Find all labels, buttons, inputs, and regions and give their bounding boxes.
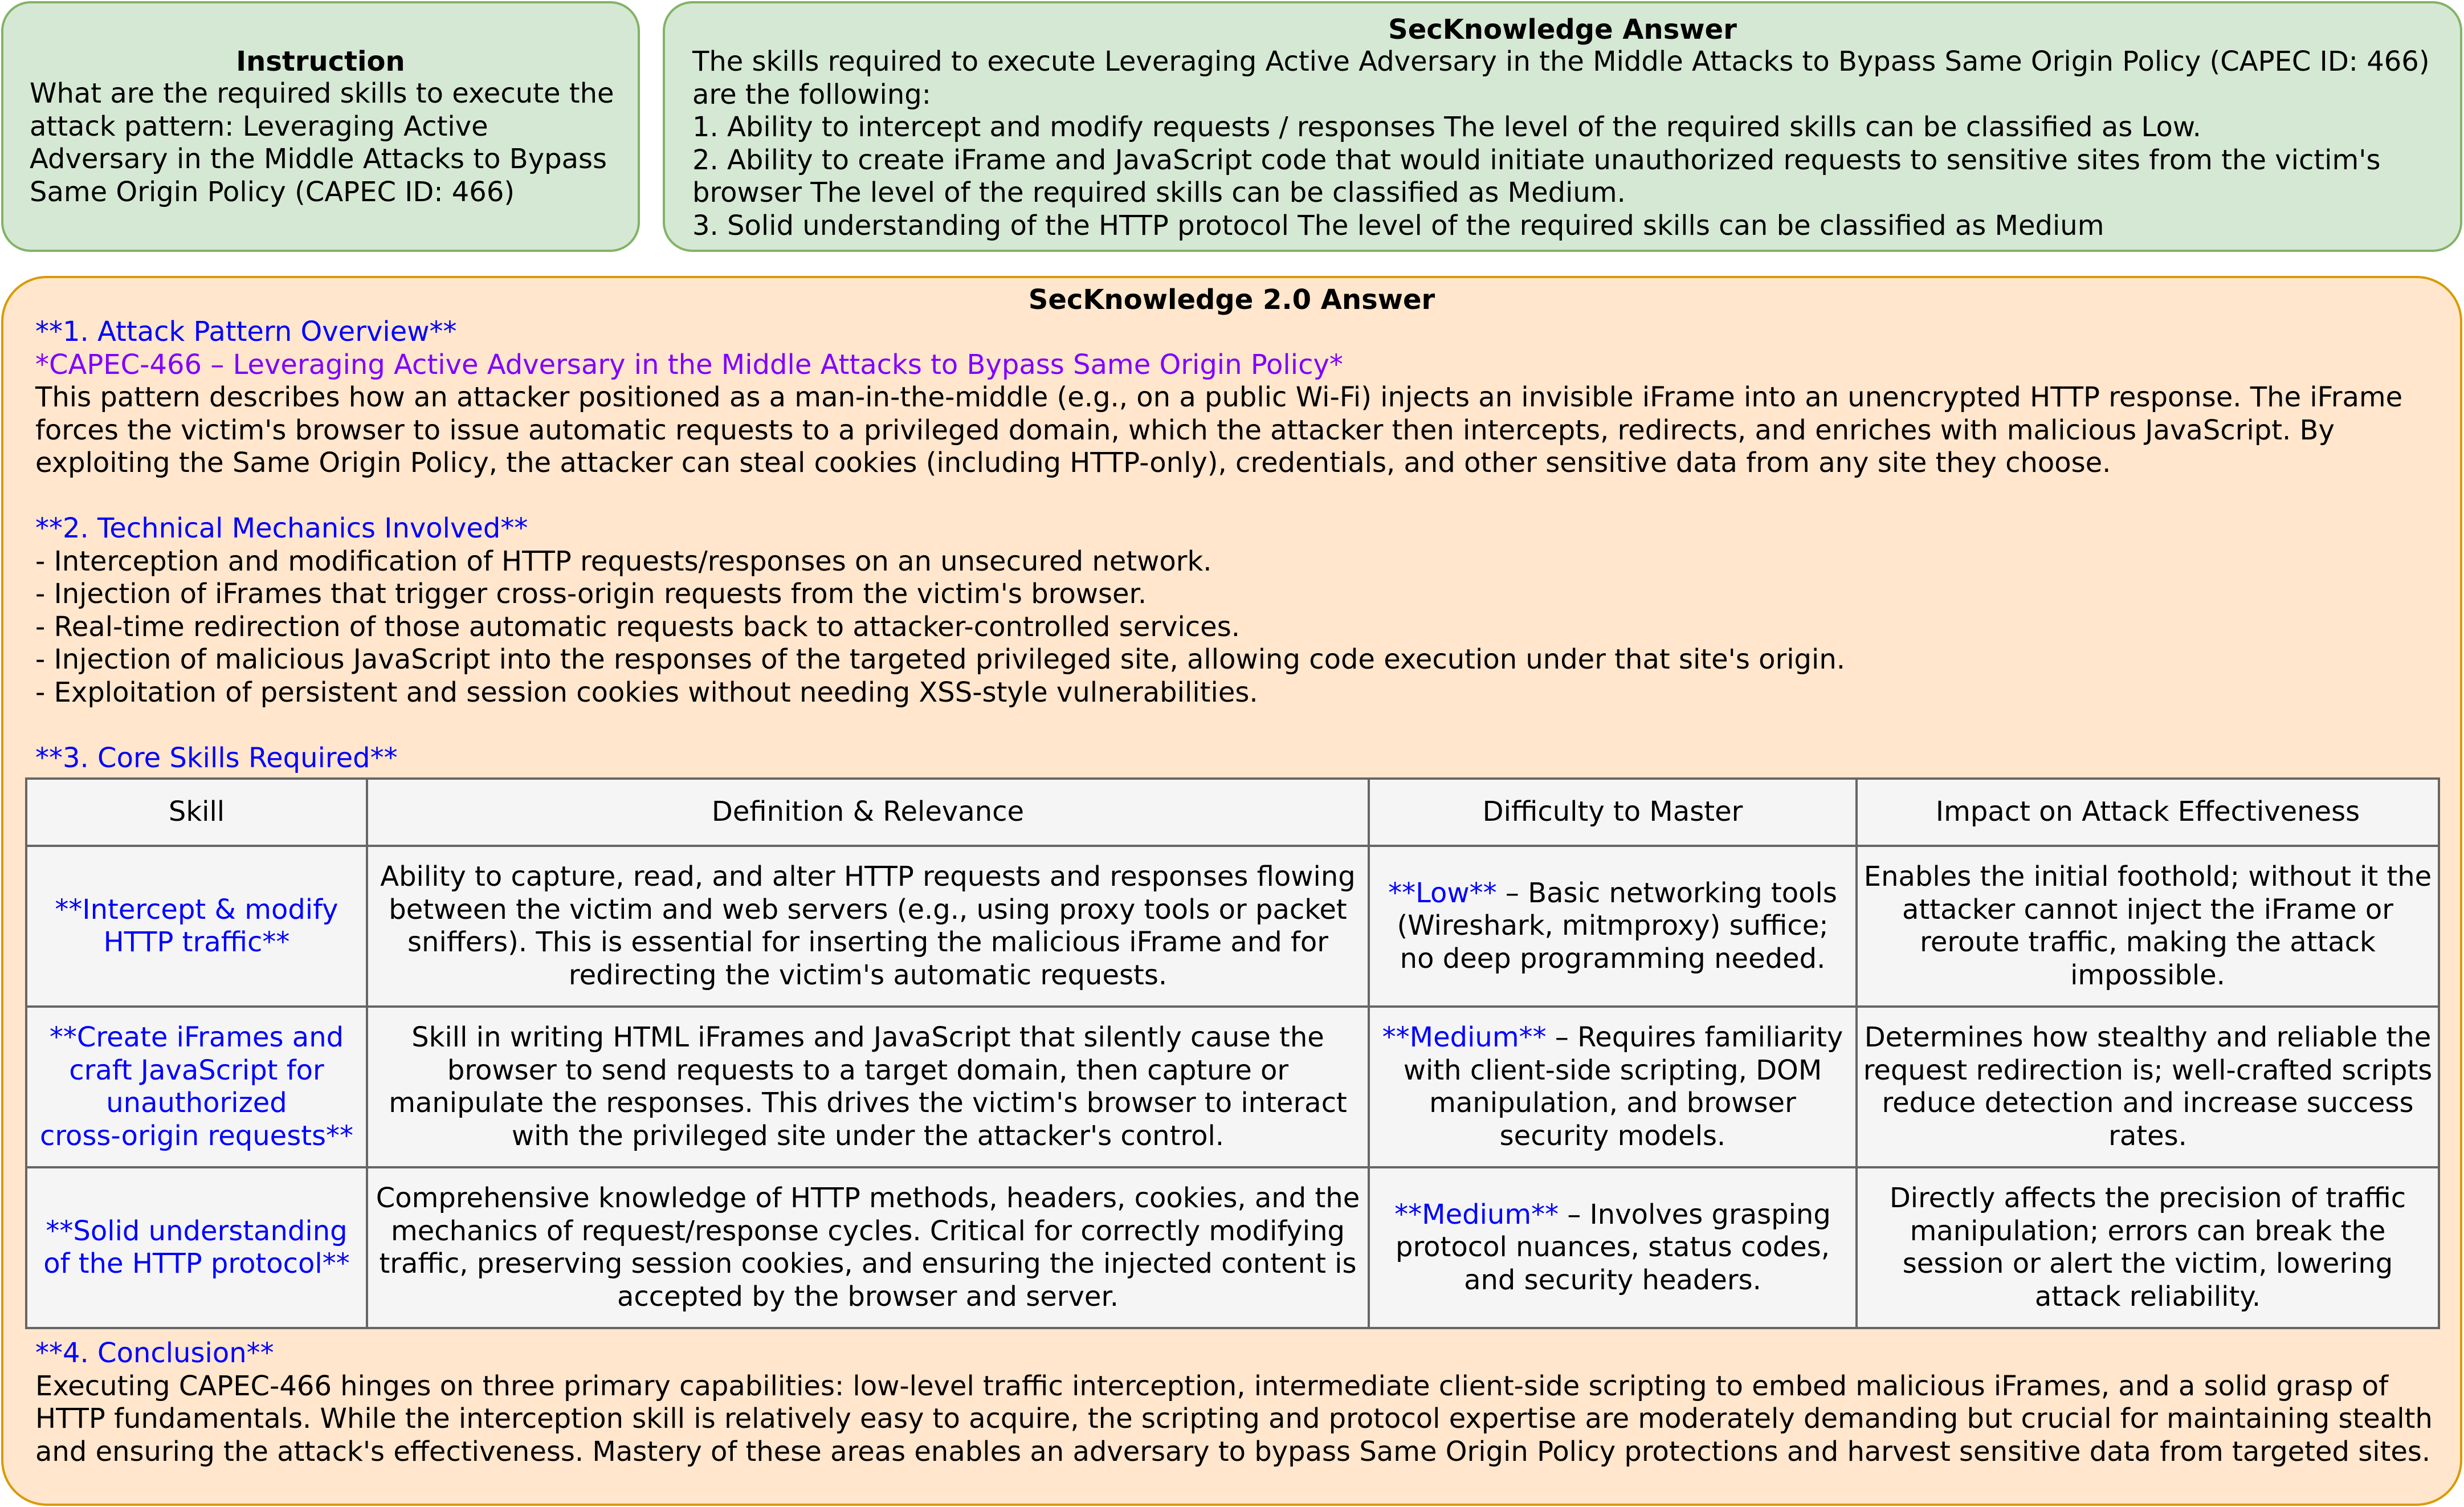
- header-skill: Skill: [26, 779, 367, 846]
- definition-line: between the victim and web servers (e.g., using proxy tools or packet: [389, 893, 1347, 926]
- definition-line: Comprehensive knowledge of HTTP methods, headers, cookies, and the: [376, 1182, 1360, 1214]
- skill-line: unauthorized: [106, 1087, 287, 1119]
- section1-heading: **1. Attack Pattern Overview**: [35, 316, 457, 348]
- section2-bullet: - Injection of iFrames that trigger cross-origin requests from the victim's browser.: [35, 578, 1147, 610]
- skill-line: HTTP traffic**: [103, 926, 290, 958]
- instruction-text: [30, 78, 634, 209]
- definition-cell: [367, 846, 1369, 1007]
- difficulty-line: [1373, 877, 1852, 910]
- difficulty-line: with client-side scripting, DOM: [1403, 1054, 1822, 1086]
- difficulty-cell: [1369, 846, 1857, 1007]
- impact-line: Determines how stealthy and reliable the: [1864, 1021, 2432, 1053]
- instruction-line: Adversary in the Middle Attacks to Bypass: [30, 143, 607, 175]
- section1-subheading: *CAPEC-466 – Leveraging Active Adversary in the Middle Attacks to Bypass Same Origin Policy*: [35, 348, 1343, 381]
- secknowledge-answer-title: SecKnowledge Answer: [1388, 14, 1737, 46]
- impact-line: Directly affects the precision of traffic: [1889, 1182, 2406, 1214]
- definition-line: traffic, preserving session cookies, and ensuring the injected content is: [379, 1248, 1357, 1280]
- skill-line: of the HTTP protocol**: [43, 1248, 350, 1280]
- impact-line: attack reliability.: [2034, 1280, 2261, 1313]
- header-definition: Definition & Relevance: [367, 779, 1369, 846]
- difficulty-cell: [1369, 1007, 1857, 1167]
- definition-line: sniffers). This is essential for inserting the malicious iFrame and for: [407, 926, 1328, 958]
- core-skills-table: [25, 777, 2440, 1329]
- table-row: [26, 1007, 2439, 1167]
- definition-line: redirecting the victim's automatic requests.: [568, 959, 1168, 991]
- secknowledge-answer-box: [663, 1, 2462, 252]
- section3-heading: **3. Core Skills Required**: [35, 742, 398, 774]
- skill-line: **Solid understanding: [46, 1215, 348, 1247]
- secknowledge-answer-line: 2. Ability to create iFrame and JavaScript code that would initiate unauthorized requests to sensitive sites from the victim's: [692, 144, 2381, 176]
- difficulty-level: **Medium**: [1394, 1198, 1559, 1231]
- definition-line: browser to send requests to a target domain, then capture or: [447, 1054, 1289, 1086]
- difficulty-line: (Wireshark, mitmproxy) suffice;: [1397, 910, 1829, 942]
- impact-cell: [1857, 846, 2439, 1007]
- secknowledge2-content: [35, 316, 2440, 775]
- section2-bullet: - Injection of malicious JavaScript into the responses of the targeted privileged site, allowing code execution under that site's origin.: [35, 643, 1846, 675]
- definition-line: Skill in writing HTML iFrames and JavaScript that silently cause the: [411, 1021, 1324, 1053]
- secknowledge-answer-text: [692, 46, 2459, 242]
- difficulty-cell: [1369, 1167, 1857, 1328]
- impact-cell: [1857, 1007, 2439, 1167]
- impact-cell: [1857, 1167, 2439, 1328]
- skill-line: cross-origin requests**: [39, 1119, 354, 1152]
- table-row: [26, 1167, 2439, 1328]
- skill-line: **Intercept & modify: [55, 893, 338, 926]
- section2-heading: **2. Technical Mechanics Involved**: [35, 512, 528, 544]
- instruction-box: [1, 1, 640, 252]
- skill-cell: [26, 1167, 367, 1328]
- difficulty-line: no deep programming needed.: [1400, 942, 1826, 975]
- impact-line: impossible.: [2070, 959, 2225, 991]
- definition-line: manipulate the responses. This drives the victim's browser to interact: [389, 1087, 1347, 1119]
- impact-line: reduce detection and increase success: [1882, 1087, 2414, 1119]
- impact-line: reroute traffic, making the attack: [1920, 926, 2376, 958]
- impact-line: request redirection is; well-crafted scripts: [1863, 1054, 2433, 1086]
- difficulty-line: [1373, 1199, 1852, 1232]
- instruction-title: Instruction: [236, 46, 405, 78]
- secknowledge-answer-line: 3. Solid understanding of the HTTP protocol The level of the required skills can be classified as Medium: [692, 209, 2104, 242]
- difficulty-level: **Low**: [1388, 877, 1497, 909]
- section4-heading: **4. Conclusion**: [35, 1337, 274, 1369]
- skill-cell: [26, 1007, 367, 1167]
- section2-bullet: - Interception and modification of HTTP requests/responses on an unsecured network.: [35, 545, 1212, 577]
- section4-line: Executing CAPEC-466 hinges on three primary capabilities: low-level traffic interception, intermediate client-side scripting to embed malicious iFrames, and a solid grasp of: [35, 1370, 2388, 1402]
- definition-line: Ability to capture, read, and alter HTTP requests and responses flowing: [380, 861, 1356, 893]
- difficulty-line: [1373, 1021, 1852, 1054]
- section2-bullet: - Exploitation of persistent and session cookies without needing XSS-style vulnerabilities.: [35, 676, 1258, 708]
- section1-line: forces the victim's browser to issue automatic requests to a privileged domain, which the attacker then intercepts, redirects, and enriches with malicious JavaScript. By: [35, 414, 2335, 446]
- difficulty-text: – Basic networking tools: [1496, 877, 1837, 909]
- definition-line: mechanics of request/response cycles. Critical for correctly modifying: [390, 1215, 1345, 1247]
- impact-line: rates.: [2108, 1119, 2187, 1152]
- instruction-line: What are the required skills to execute the: [30, 78, 614, 109]
- difficulty-level: **Medium**: [1382, 1021, 1547, 1053]
- definition-line: with the privileged site under the attacker's control.: [511, 1119, 1225, 1152]
- secknowledge-answer-line: browser The level of the required skills can be classified as Medium.: [692, 177, 1626, 209]
- header-difficulty: Difficulty to Master: [1369, 779, 1857, 846]
- skill-line: craft JavaScript for: [69, 1054, 324, 1086]
- secknowledge-answer-line: 1. Ability to intercept and modify requests / responses The level of the required skills can be classified as Low.: [692, 111, 2201, 143]
- difficulty-text: – Requires familiarity: [1546, 1021, 1843, 1053]
- section4-line: and ensuring the attack's effectiveness. Mastery of these areas enables an adversary to bypass Same Origin Policy protections and harvest sensitive data from targeted sites.: [35, 1435, 2431, 1468]
- instruction-line: Same Origin Policy (CAPEC ID: 466): [30, 176, 515, 208]
- definition-line: accepted by the browser and server.: [617, 1280, 1119, 1313]
- secknowledge2-answer-title: SecKnowledge 2.0 Answer: [1028, 284, 1435, 316]
- difficulty-line: manipulation, and browser: [1429, 1087, 1796, 1119]
- difficulty-line: and security headers.: [1464, 1264, 1761, 1296]
- difficulty-line: protocol nuances, status codes,: [1396, 1231, 1830, 1264]
- impact-line: session or alert the victim, lowering: [1902, 1248, 2393, 1280]
- secknowledge-answer-line: The skills required to execute Leveraging Active Adversary in the Middle Attacks to Bypass Same Origin Policy (CAPEC ID: 466): [692, 46, 2430, 78]
- impact-line: manipulation; errors can break the: [1910, 1215, 2386, 1247]
- secknowledge-answer-line: are the following:: [692, 78, 931, 111]
- skill-cell: [26, 846, 367, 1007]
- header-impact: Impact on Attack Effectiveness: [1857, 779, 2439, 846]
- definition-cell: [367, 1007, 1369, 1167]
- section2-bullet: - Real-time redirection of those automatic requests back to attacker-controlled services.: [35, 610, 1240, 643]
- instruction-line: attack pattern: Leveraging Active: [30, 110, 488, 142]
- skill-line: **Create iFrames and: [49, 1021, 344, 1053]
- section4-line: HTTP fundamentals. While the interception skill is relatively easy to acquire, the scripting and protocol expertise are moderately demanding but crucial for maintaining stealth: [35, 1403, 2433, 1435]
- definition-cell: [367, 1167, 1369, 1328]
- impact-line: Enables the initial foothold; without it the: [1863, 861, 2432, 893]
- conclusion-section: [35, 1337, 2446, 1468]
- table-header-row: [26, 779, 2439, 846]
- difficulty-line: security models.: [1499, 1119, 1726, 1152]
- section1-line: This pattern describes how an attacker positioned as a man-in-the-middle (e.g., on a public Wi-Fi) injects an invisible iFrame into an unencrypted HTTP response. The iFrame: [35, 381, 2403, 413]
- difficulty-text: – Involves grasping: [1559, 1198, 1831, 1231]
- secknowledge2-answer-box: [1, 276, 2462, 1506]
- impact-line: attacker cannot inject the iFrame or: [1902, 893, 2393, 926]
- section1-line: exploiting the Same Origin Policy, the attacker can steal cookies (including HTTP-only), credentials, and other sensitive data from any site they choose.: [35, 447, 2111, 479]
- table-row: [26, 846, 2439, 1007]
